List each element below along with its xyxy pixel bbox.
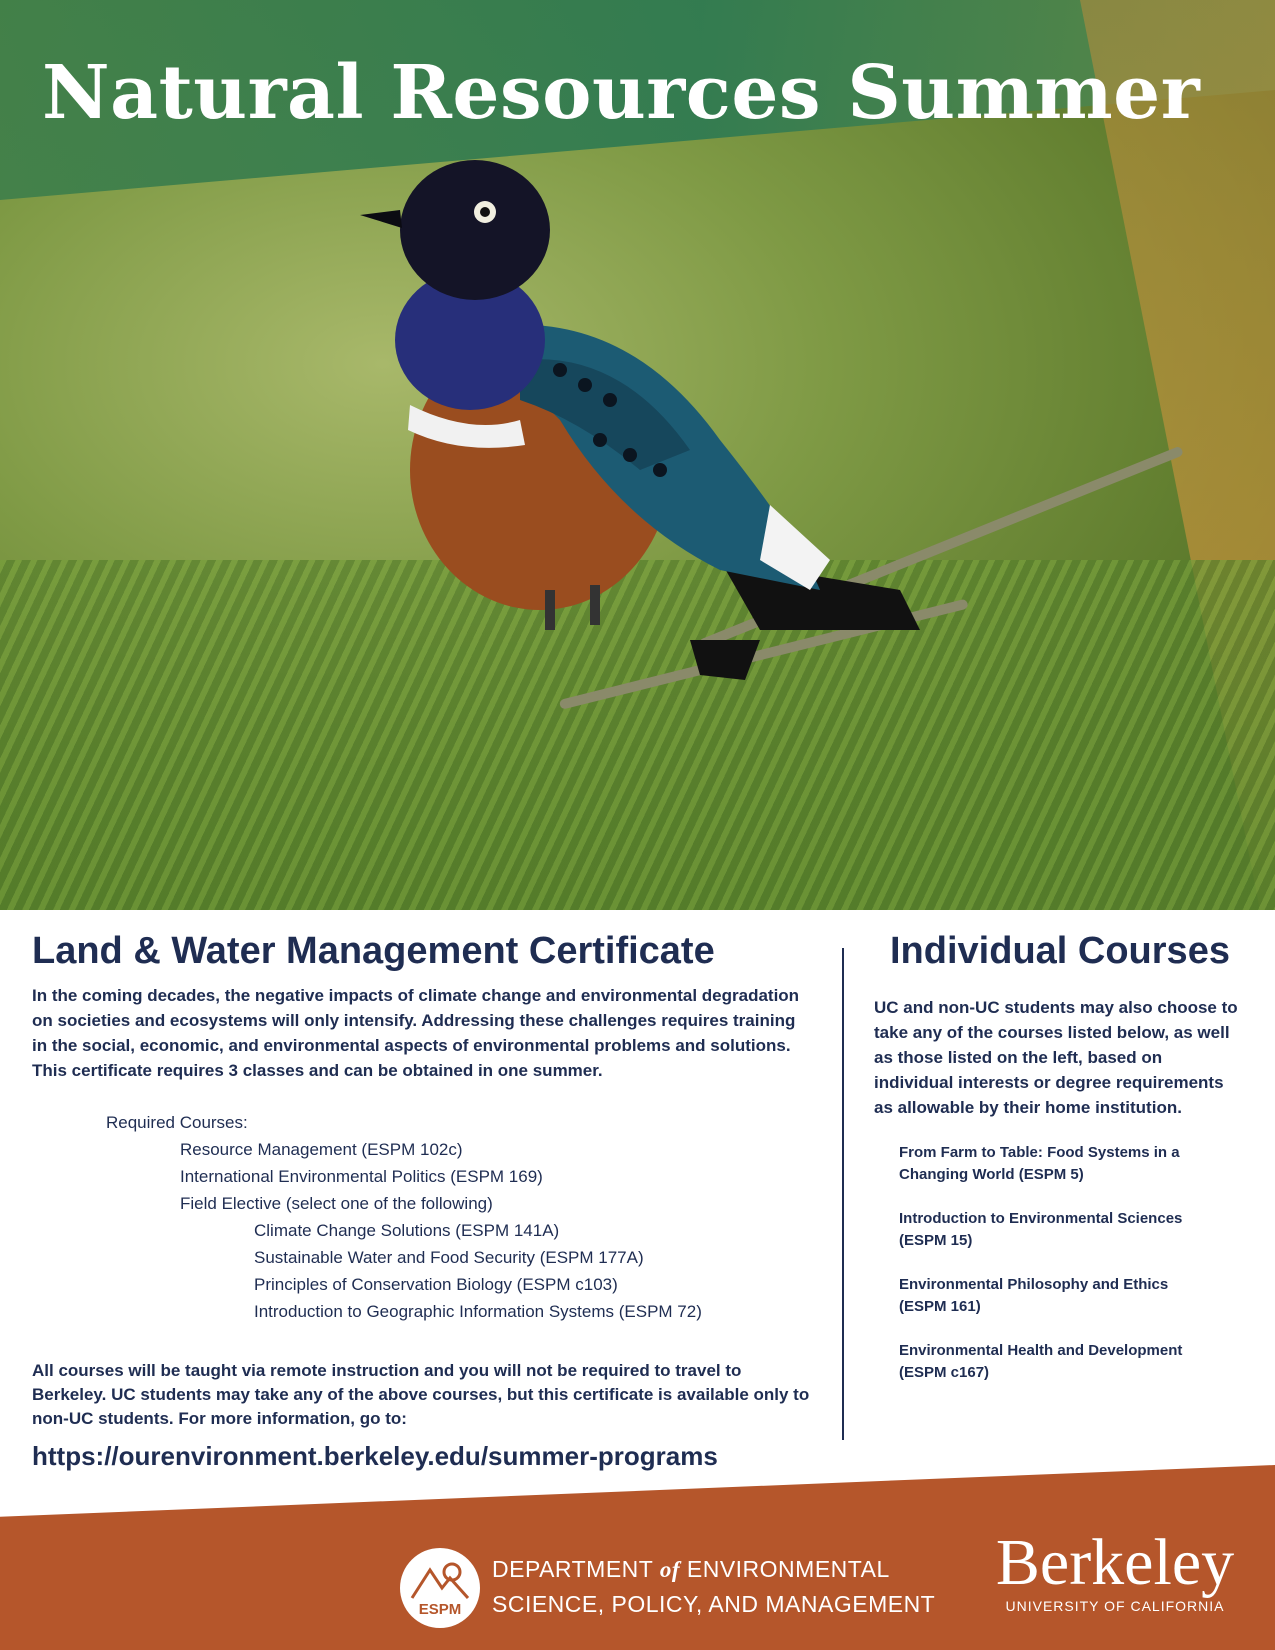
elective-course-item: Introduction to Geographic Information Systems (ESPM 72) <box>254 1302 702 1321</box>
department-name <box>492 1552 935 1621</box>
summer-programs-link[interactable]: https://ourenvironment.berkeley.edu/summer-programs <box>32 1441 718 1471</box>
mountain-sun-icon <box>400 1554 480 1604</box>
column-divider <box>842 948 844 1440</box>
closing-paragraph: All courses will be taught via remote instruction and you will not be required to travel to Berkeley. UC students may take any of the above courses, but this certificate is available only to non-UC students. For more information, go to: <box>32 1361 810 1428</box>
berkeley-logo <box>985 1528 1245 1614</box>
dept-line-2: SCIENCE, POLICY, AND MANAGEMENT <box>492 1591 936 1617</box>
required-courses-list <box>106 1109 822 1325</box>
individual-course-item: From Farm to Table: Food Systems in a Changing World (ESPM 5) <box>899 1144 1180 1183</box>
elective-course-item: Principles of Conservation Biology (ESPM c103) <box>254 1275 618 1294</box>
dept-word-of: of <box>659 1557 680 1582</box>
dept-word-environmental: ENVIRONMENTAL <box>686 1556 890 1582</box>
required-course-item: Field Elective (select one of the following) <box>180 1194 493 1213</box>
espm-logo-text: ESPM <box>418 1601 462 1618</box>
page-title: Natural Resources Summer <box>42 50 1201 136</box>
elective-course-item: Climate Change Solutions (ESPM 141A) <box>254 1221 560 1240</box>
university-of-california-text: UNIVERSITY OF CALIFORNIA <box>1005 1598 1225 1614</box>
espm-logo <box>400 1548 480 1628</box>
berkeley-wordmark: Berkeley <box>995 1526 1235 1599</box>
required-course-item: Resource Management (ESPM 102c) <box>180 1140 463 1159</box>
required-course-item: International Environmental Politics (ESPM 169) <box>180 1167 543 1186</box>
individual-courses-section <box>874 920 1244 1384</box>
certificate-section <box>32 920 822 1472</box>
individual-course-item: Environmental Health and Development (ESPM c167) <box>899 1342 1183 1381</box>
elective-course-item: Sustainable Water and Food Security (ESPM 177A) <box>254 1248 644 1267</box>
certificate-intro: In the coming decades, the negative impacts of climate change and environmental degradation on societies and ecosystems will only intensify. Addressing these challenges requires training in the social, economic, and environmental aspects of environmental problems and solutions. This certificate requires 3 classes and can be obtained in one summer. <box>32 986 800 1080</box>
individual-course-item: Introduction to Environmental Sciences (ESPM 15) <box>899 1210 1183 1249</box>
dept-word-department: DEPARTMENT <box>492 1556 653 1582</box>
individual-course-item: Environmental Philosophy and Ethics (ESPM 161) <box>899 1276 1169 1315</box>
required-courses-label: Required Courses: <box>106 1113 248 1132</box>
individual-courses-heading: Individual Courses <box>890 930 1230 972</box>
individual-courses-intro: UC and non-UC students may also choose to take any of the courses listed below, as well as those listed on the left, based on individual interests or degree requirements as allowable by their home institution. <box>874 998 1238 1117</box>
certificate-heading: Land & Water Management Certificate <box>32 930 715 972</box>
